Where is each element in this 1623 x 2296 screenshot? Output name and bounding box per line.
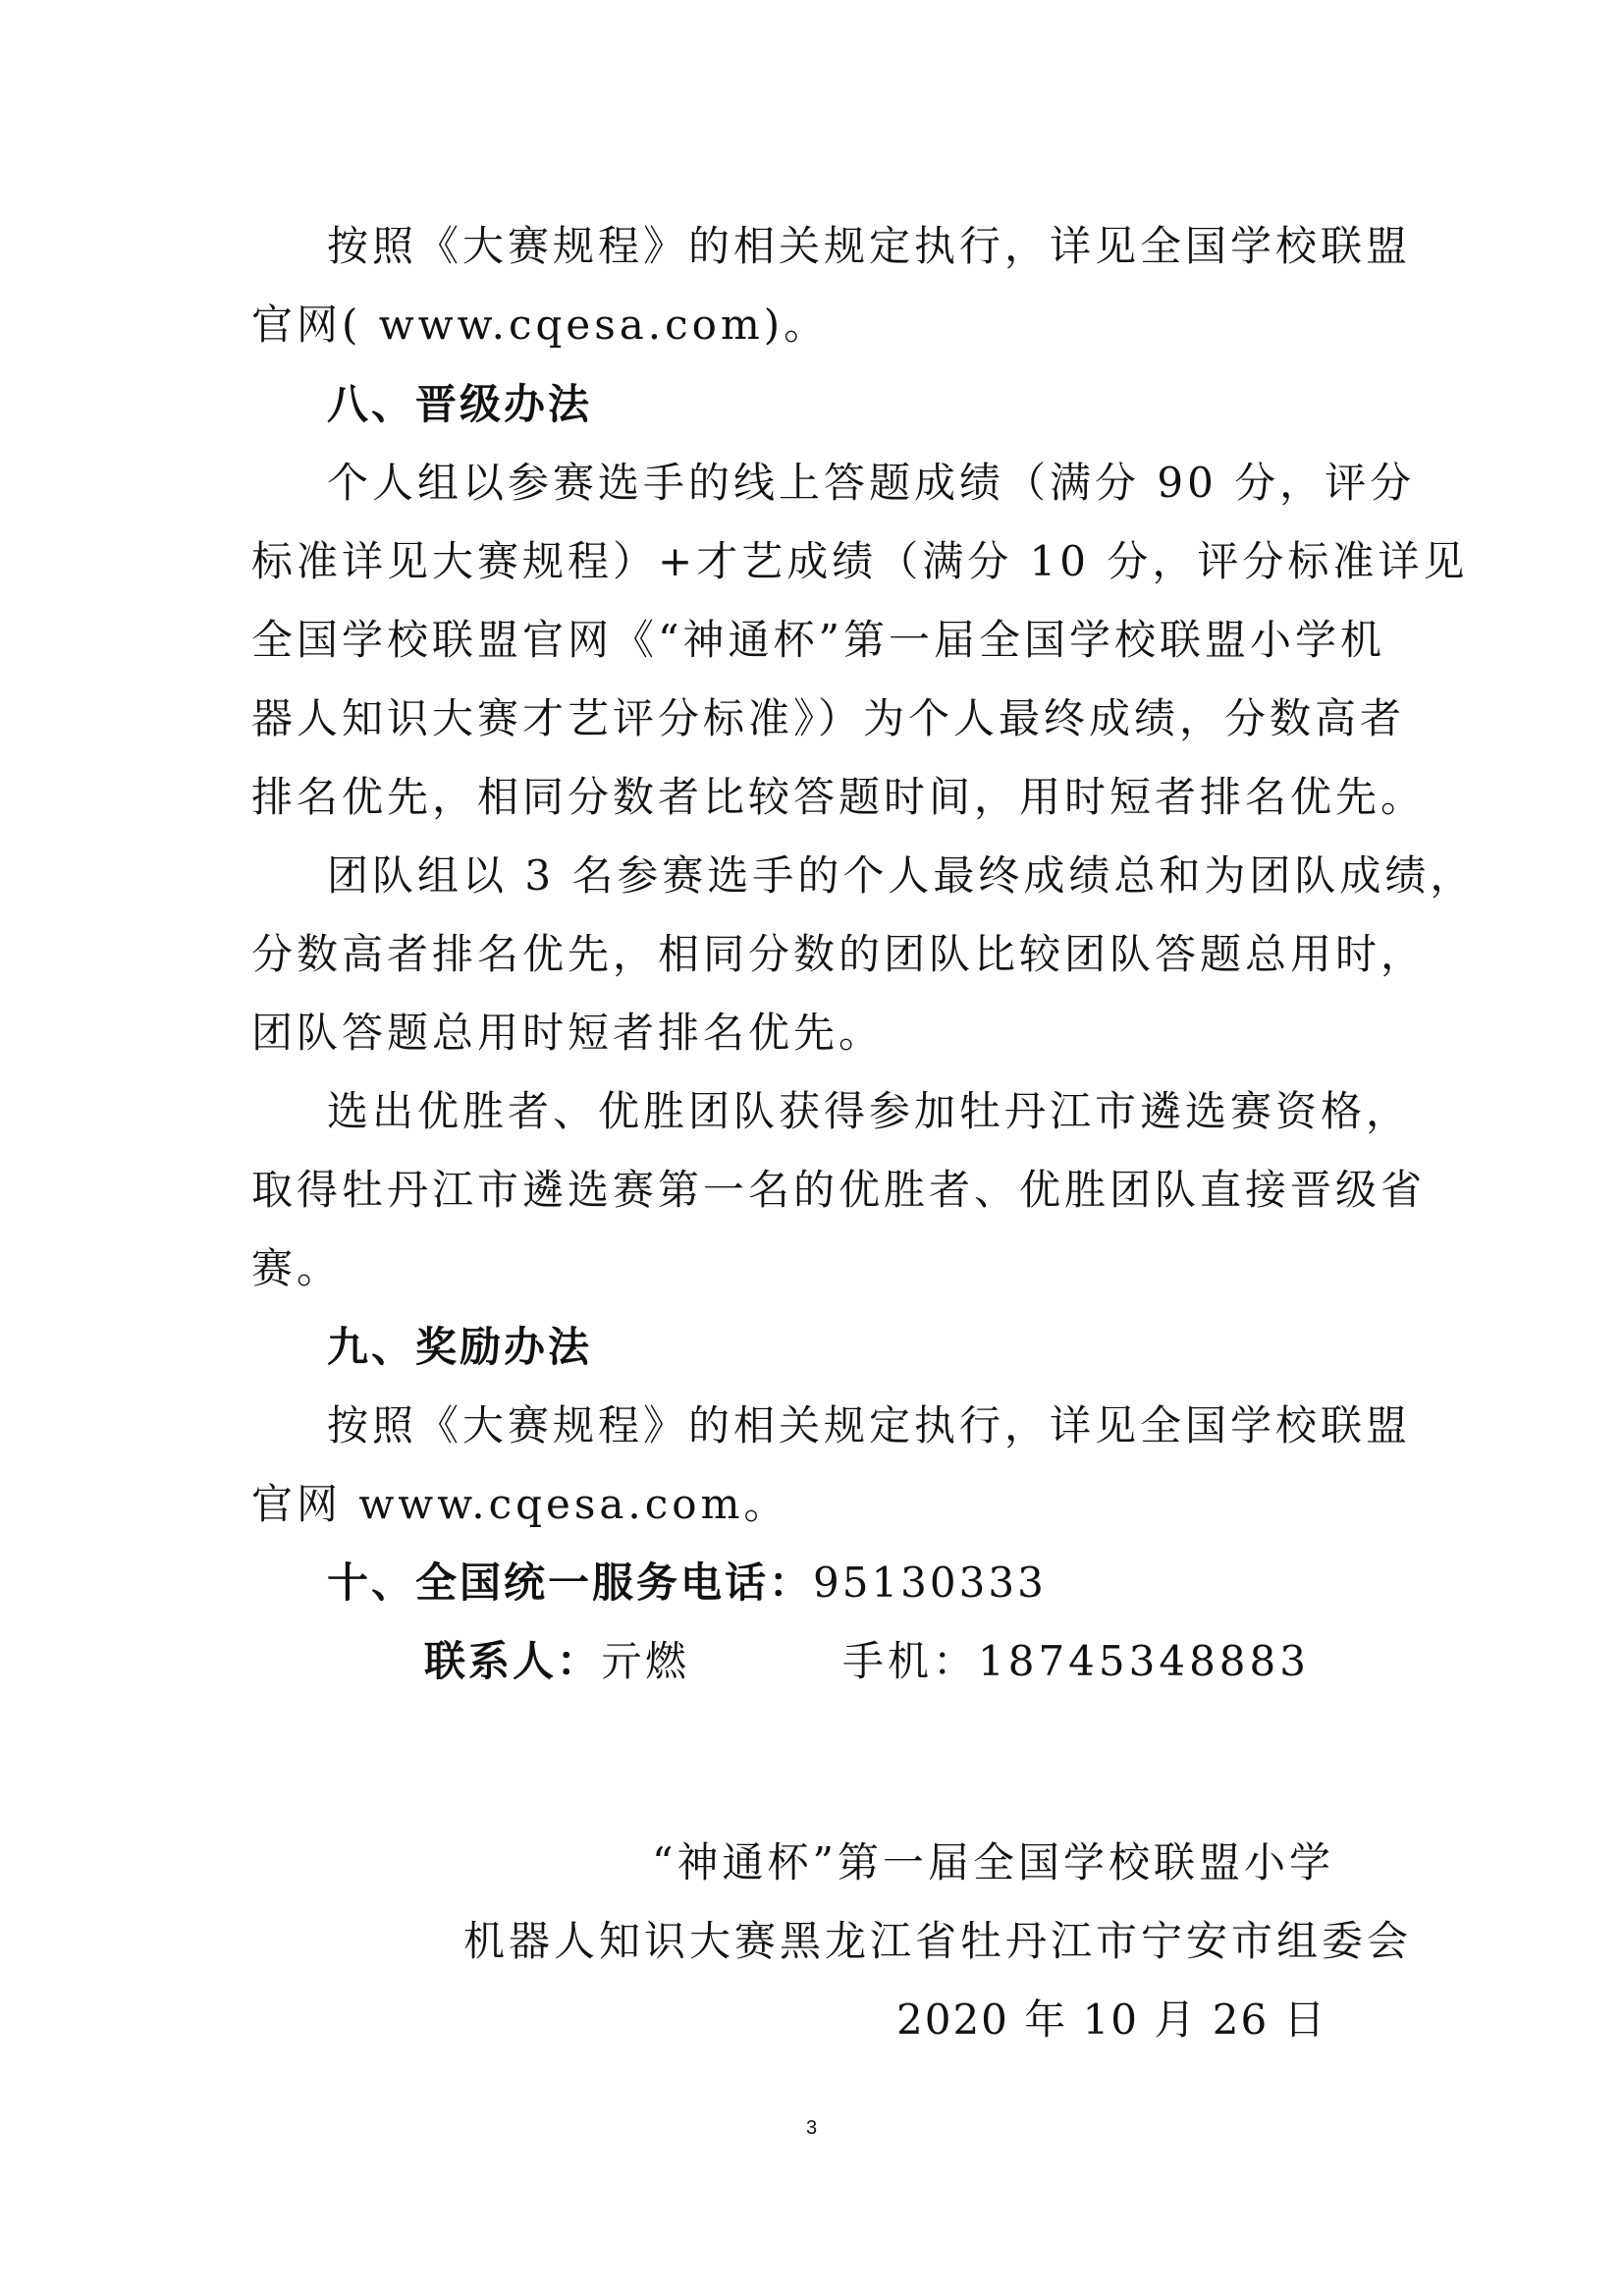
section-heading: 十、全国统一服务电话： — [327, 1558, 814, 1607]
mobile-number: 18745348883 — [978, 1637, 1310, 1685]
contact-label: 联系人： — [424, 1637, 602, 1685]
paragraph-line: 选出优胜者、优胜团队获得参加牡丹江市遴选赛资格， — [327, 1087, 1412, 1135]
paragraph-line: 官网( www.cqesa.com)。 — [251, 301, 830, 349]
paragraph-line: 取得牡丹江市遴选赛第一名的优胜者、优胜团队直接晋级省 — [251, 1166, 1427, 1214]
paragraph-line: 器人知识大赛才艺评分标准》）为个人最终成绩，分数高者 — [251, 694, 1406, 742]
paragraph-line: 排名优先，相同分数者比较答题时间，用时短者排名优先。 — [251, 773, 1427, 821]
paragraph-line: 按照《大赛规程》的相关规定执行，详见全国学校联盟 — [327, 222, 1412, 270]
paragraph-line: 标准详见大赛规程）+才艺成绩（满分 10 分，评分标准详见 — [251, 537, 1469, 585]
paragraph-line: 个人组以参赛选手的线上答题成绩（满分 90 分，评分 — [327, 459, 1416, 507]
paragraph-line: 赛。 — [251, 1244, 343, 1292]
paragraph-line: 团队答题总用时短者排名优先。 — [251, 1009, 885, 1057]
service-phone-line — [327, 1558, 1047, 1608]
mobile-label: 手机： — [842, 1637, 979, 1685]
paragraph-line: 全国学校联盟官网《“神通杯”第一届全国学校联盟小学机 — [251, 616, 1385, 664]
paragraph-line: 按照《大赛规程》的相关规定执行，详见全国学校联盟 — [327, 1401, 1412, 1449]
signature-organizer-line: “神通杯”第一届全国学校联盟小学 — [652, 1838, 1334, 1886]
mobile-line — [842, 1637, 1310, 1686]
contact-name: 亓燃 — [601, 1637, 690, 1685]
paragraph-line: 分数高者排名优先，相同分数的团队比较团队答题总用时， — [251, 930, 1427, 978]
section-heading: 八、晋级办法 — [327, 380, 593, 428]
service-phone-number: 95130333 — [813, 1558, 1047, 1607]
paragraph-line: 团队组以 3 名参赛选手的个人最终成绩总和为团队成绩， — [327, 851, 1476, 900]
section-heading: 九、奖励办法 — [327, 1323, 593, 1371]
page-number: 3 — [805, 2117, 818, 2139]
signature-date: 2020 年 10 月 26 日 — [896, 1995, 1327, 2044]
signature-organizer-line: 机器人知识大赛黑龙江省牡丹江市宁安市组委会 — [463, 1917, 1413, 1965]
paragraph-line: 官网 www.cqesa.com。 — [251, 1480, 789, 1528]
contact-line — [424, 1637, 689, 1686]
